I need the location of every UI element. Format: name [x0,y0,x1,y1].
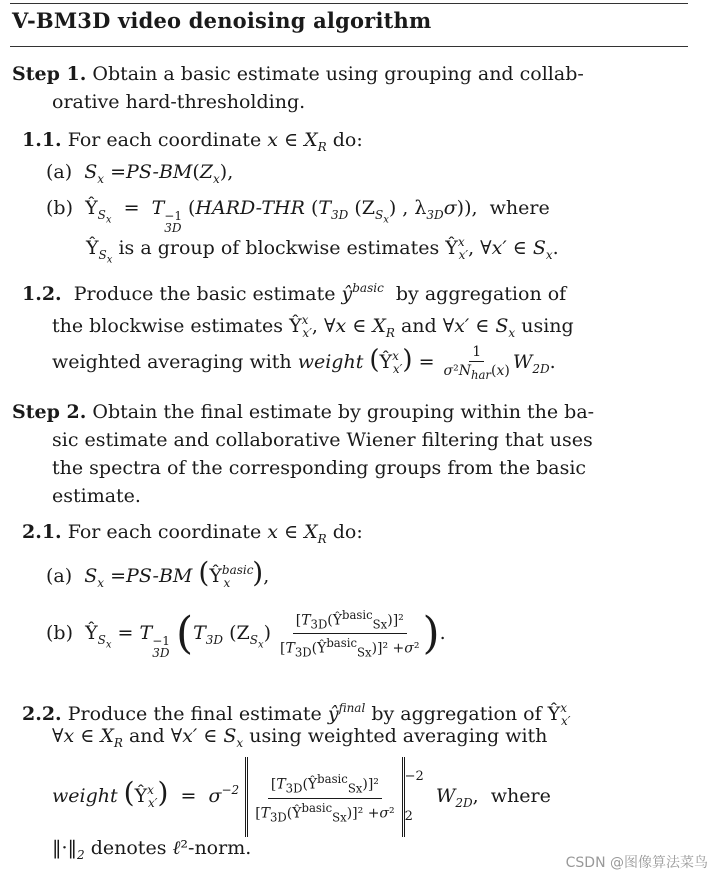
title-rule [10,46,688,47]
s12-line3: weighted averaging with weight $(Ŷ^x_{x'})$ = $\frac{1}{\sigma^2N_{har}(x)}$ $W_{2D}$. [52,343,556,382]
s11-b-label: (b) [46,197,73,219]
s12-line2: the blockwise estimates $Ŷ^x_{x'}$, ∀x ∈ $X_R$ and ∀x′ ∈ $S_x$ using [52,313,574,340]
s21-b: (b) $Ŷ_{S_x} = T$ −1 3D ($T_{3D}$ $(Z_{S_x})$ $\frac{[T_{3D}(Ŷ^{basic}_{Sx})]^2}{[T_{3D}(Ŷ^{basic}_{Sx})]^2 +\sigma^2}$ ). [46,607,446,660]
csdn-watermark: CSDN @图像算法菜鸟 [565,855,708,871]
step2-label: Step 2. [12,401,87,423]
step2-line4: estimate. [52,485,141,507]
s12-line1: 1.2. Produce the basic estimate $ŷ^{basic}$ by aggregation of [22,281,567,305]
s22-line3: weight $(Ŷ^x_{x'}) = \sigma^{-2}$ $\frac{[T_{3D}(Ŷ^{basic}_{Sx})]^2}{[T_{3D}(Ŷ^{basic}_{Sx})]^2 +\sigma^2}$ −2 2 $W_{2D}$, where [52,752,551,841]
step2-line3: the spectra of the corresponding groups from the basic [52,457,587,479]
s21-a-label: (a) [46,565,73,587]
step2-line1: Step 2. Obtain the final estimate by grouping within the ba- [12,401,595,423]
step1-line1: Step 1. Obtain a basic estimate using grouping and collab- [12,63,584,85]
step1-label: Step 1. [12,63,87,85]
s21-a: (a) $S_x =PS-BM$ ($Ŷ^{basic}_x$ ), [46,556,270,590]
s21-line: 2.1. For each coordinate x ∈ $X_R$ do: [22,521,363,546]
s11-b: (b) $Ŷ_{S_x} = T$ −1 3D (HARD-THR ($T_{3D}$ $(Z_{S_x})$ , $\lambda_{3D}\sigma$)), where [46,197,550,235]
s22-line2: ∀x ∈ $X_R$ and ∀x′ ∈ $S_x$ using weighted averaging with [52,725,548,750]
s22-line4: $‖\cdot‖_2$ denotes ℓ²-norm. [52,837,252,862]
s22-label: 2.2. [22,703,62,725]
s21-b-label: (b) [46,621,73,644]
algorithm-title: V-BM3D video denoising algorithm [12,8,432,33]
s11-label: 1.1. [22,129,62,151]
step1-line2: orative hard-thresholding. [52,91,306,113]
step2-line2: sic estimate and collaborative Wiener filtering that uses [52,429,593,451]
s21-label: 2.1. [22,521,62,543]
s11-b-line2: $Ŷ_{S_x}$ is a group of blockwise estimates $Ŷ^x_{x'}$, ∀x′ ∈ $S_x$. [86,235,559,266]
top-rule [10,3,688,4]
s11-line: 1.1. For each coordinate x ∈ $X_R$ do: [22,129,363,154]
s12-label: 1.2. [22,283,62,305]
s22-line1: 2.2. Produce the final estimate $ŷ^{final}$ by aggregation of $Ŷ^x_{x'}$ [22,701,571,728]
s11-a: (a) $S_x =PS-BM(Z_x)$, [46,161,234,186]
s11-a-label: (a) [46,161,73,183]
